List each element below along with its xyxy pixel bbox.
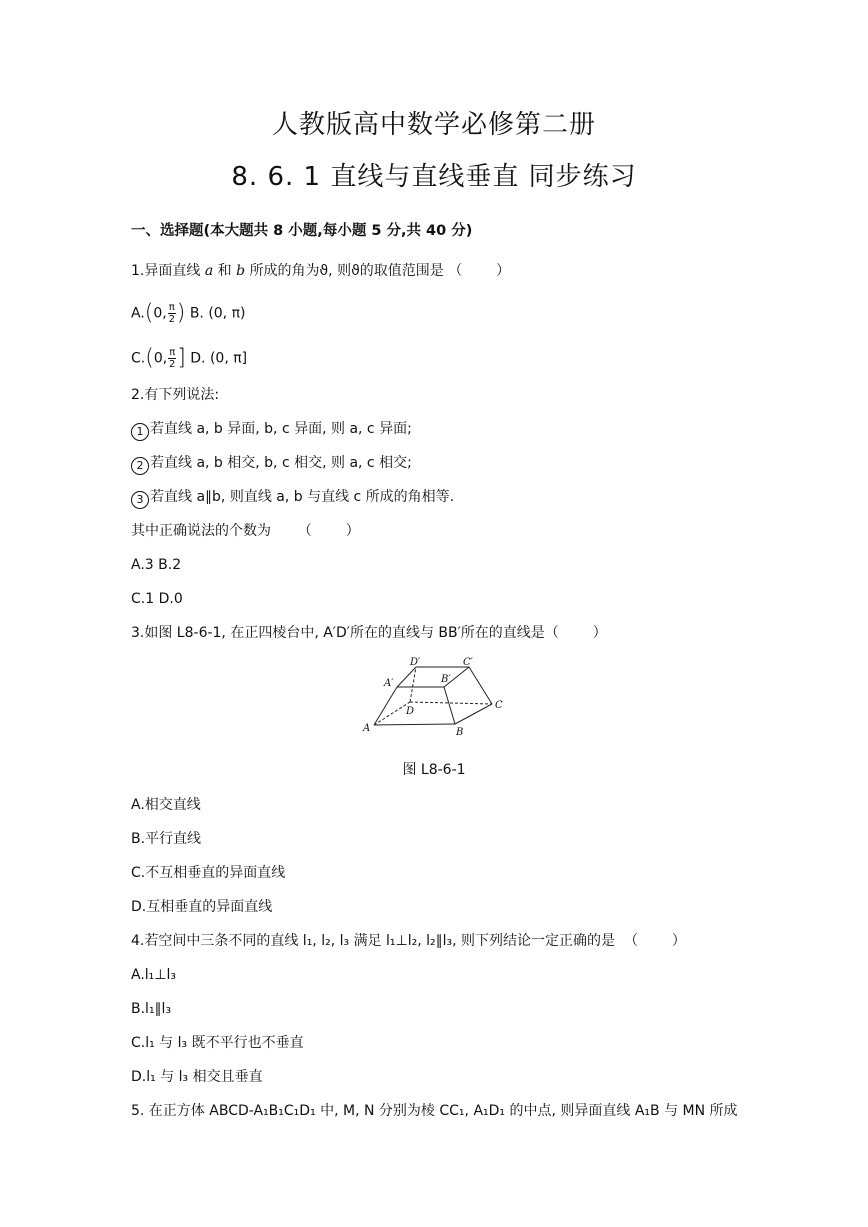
section-heading: 一、选择题(本大题共 8 小题,每小题 5 分,共 40 分) [131,223,473,239]
edge-CC1 [469,667,492,704]
q2-statement-2: 2 若直线 a, b 相交, b, c 相交, 则 a, c 相交; [131,454,412,475]
edge-A1D1 [397,667,416,687]
q4-option-b: B.l₁∥l₃ [131,1001,172,1017]
circled-number-3: 3 [131,491,149,509]
q1-options-ab: A.(0, $\frac{\pi}{2}$ ) B. (0, π) [131,300,246,326]
q3-option-c: C.不互相垂直的异面直线 [131,865,286,881]
circled-number-1: 1 [131,423,149,441]
q2-statement-1: 1 若直线 a, b 异面, b, c 异面, 则 a, c 异面; [131,420,412,441]
figure-caption: 图 L8-6-1 [402,762,466,778]
edge-AD-hidden [374,702,410,725]
vertex-label-B1: B′ [441,674,451,685]
edge-DC-hidden [410,702,492,704]
vertex-label-D1: D′ [410,657,421,668]
q2-ask: 其中正确说法的个数为 （ ） [131,523,362,539]
vertex-label-A1: A′ [384,678,394,689]
edge-AB [374,724,455,725]
edge-BC [455,704,492,724]
fraction-pi-over-2: $\frac{\pi}{2}$ [168,302,175,325]
q4-option-c: C.l₁ 与 l₃ 既不平行也不垂直 [131,1035,304,1051]
q3-stem: 3.如图 L8-6-1, 在正四棱台中, A′D′所在的直线与 BB′所在的直线是（ ） [131,625,609,641]
q2-stem: 2.有下列说法: [131,387,220,403]
q1-stem: 1.异面直线 a 和 b 所成的角为ϑ, 则ϑ的取值范围是 （ ） [131,263,513,279]
q5-stem: 5. 在正方体 ABCD-A₁B₁C₁D₁ 中, M, N 分别为棱 CC₁, A₁D₁ 的中点, 则异面直线 A₁B 与 MN 所成 [131,1103,738,1119]
q3-option-a: A.相交直线 [131,797,201,813]
vertex-label-D: D [406,706,415,717]
vertex-label-C: C [495,700,503,711]
q1-options-cd: C.(0, $\frac{\pi}{2}$ ] D. (0, π] [131,345,248,371]
q3-option-b: B.平行直线 [131,831,202,847]
document-subtitle: 8. 6. 1 直线与直线垂直 同步练习 [231,162,637,192]
circled-number-2: 2 [131,457,149,475]
vertex-label-A: A [363,723,371,734]
document-title: 人教版高中数学必修第二册 [271,110,596,140]
q2-options-ab: A.3 B.2 [131,557,182,573]
fraction-pi-over-2: $\frac{\pi}{2}$ [169,347,176,370]
vertex-label-C1: C′ [463,657,473,668]
vertex-label-B: B [456,727,464,737]
q4-option-d: D.l₁ 与 l₃ 相交且垂直 [131,1069,263,1085]
q2-statement-3: 3 若直线 a∥b, 则直线 a, b 与直线 c 所成的角相等. [131,488,454,509]
edge-AA1 [374,687,397,725]
q3-option-d: D.互相垂直的异面直线 [131,899,273,915]
edge-BB1 [444,687,455,724]
q2-options-cd: C.1 D.0 [131,591,183,607]
frustum-figure [360,655,510,737]
q4-stem: 4.若空间中三条不同的直线 l₁, l₂, l₃ 满足 l₁⊥l₂, l₂∥l₃, 则下列结论一定正确的是 （ ） [131,933,688,949]
q4-option-a: A.l₁⊥l₃ [131,967,176,983]
